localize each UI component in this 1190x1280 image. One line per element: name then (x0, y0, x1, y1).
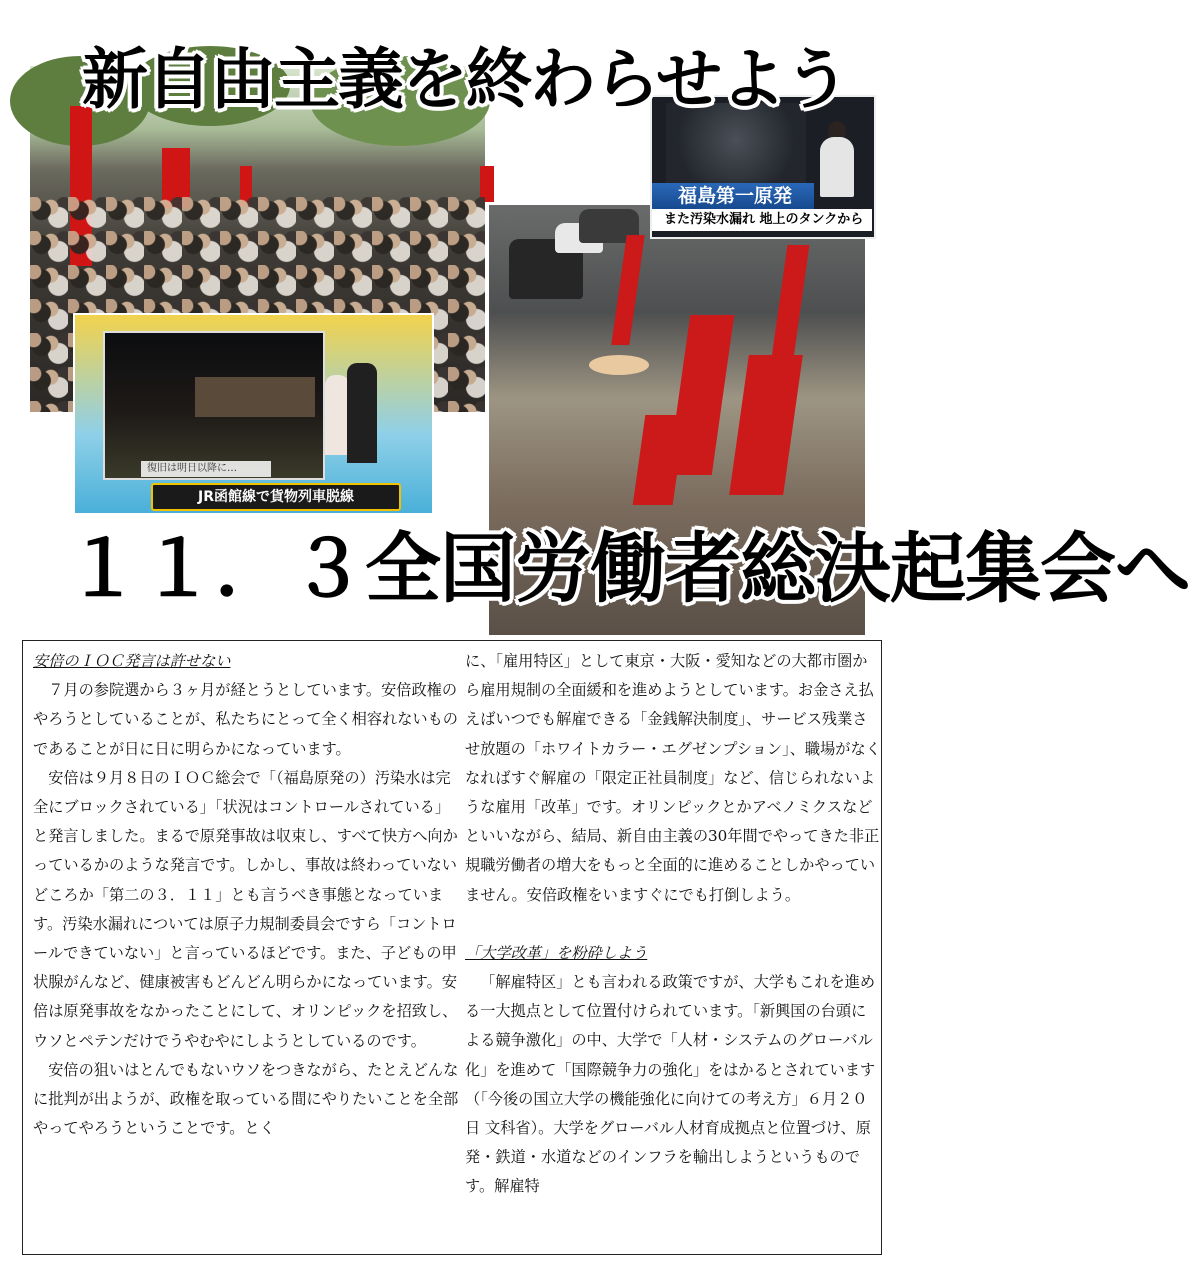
paragraph-continued: に、「雇用特区」として東京・大阪・愛知などの大都市圏から雇用規制の全面緩和を進めようとしています。お金さえ払えばいつでも解雇できる「金銭解決制度」、サービス残業させ放題の「ホワイトカラー・エグゼンプション」、職場がなくなればすぐ解雇の「限定正社員制度」など、信じられないような雇用「改革」です。オリンピックとかアベノミクスなどといいながら、結局、新自由主義の30年間でやってきた非正規職労働者の増大をもっと全面的に進めることしかやっていません。安倍政権をいますぐにでも打倒しよう。 (465, 652, 881, 904)
news-caption-sub: また汚染水漏れ 地上のタンクから (652, 209, 872, 231)
section-heading-university: 「大学改革」を粉砕しよう (465, 943, 648, 962)
jr-derailment-news-screenshot (73, 313, 434, 515)
headline-bottom: １１．３全国労働者総決起集会へ (65, 524, 1190, 613)
section-heading-ioc: 安倍のＩＯＣ発言は許せない (33, 652, 231, 670)
paragraph: 安倍は９月８日のＩＯＣ総会で「（福島原発の）汚染水は完全にブロックされている」「状況はコントロールされている」と発言しました。まるで原発事故は収束し、すべて快方へ向かっているかのような発言です。しかし、事故は終わっていないどころか「第二の３．１１」とも言うべき事態となっています。汚染水漏れについては原子力規制委員会ですら「コントロールできていない」と言っているほどです。また、子どもの甲状腺がんなど、健康被害もどんどん明らかになっています。安倍は原発事故をなかったことにして、オリンピックを招致し、ウソとペテンだけでうやむやにしようとしているのです。 (33, 768, 458, 1050)
article-box (22, 640, 882, 1255)
paragraph: ７月の参院選から３ヶ月が経とうとしています。安倍政権のやろうとしていることが、私たちにとって全く相容れないものであることが日に日に明らかになっています。 (33, 681, 458, 758)
article-right-column (465, 647, 881, 1202)
article-left-column (33, 647, 461, 1143)
news-caption: JR函館線で貨物列車脱線 (151, 483, 401, 511)
news-overlay-text: 復旧は明日以降に… (141, 461, 271, 477)
paragraph: 安倍の狙いはとんでもないウソをつきながら、たとえどんなに批判が出ようが、政権を取っている間にやりたいことを全部やってやろうということです。とく (33, 1060, 459, 1138)
headline-top: 新自由主義を終わらせよう (82, 41, 849, 118)
paragraph: 「解雇特区」とも言われる政策ですが、大学もこれを進める一大拠点として位置付けられています。「新興国の台頭による競争激化」の中、大学で「人材・システムのグローバル化」を進めて「国際競争力の強化」をはかるとされています（「今後の国立大学の機能強化に向けての考え方」６月２０日 文科省）。大学をグローバル人材育成拠点と位置づけ、原発・鉄道・水道などのインフラを輸出しようというものです。解雇特 (465, 973, 876, 1196)
news-caption-main: 福島第一原発 (652, 183, 814, 209)
